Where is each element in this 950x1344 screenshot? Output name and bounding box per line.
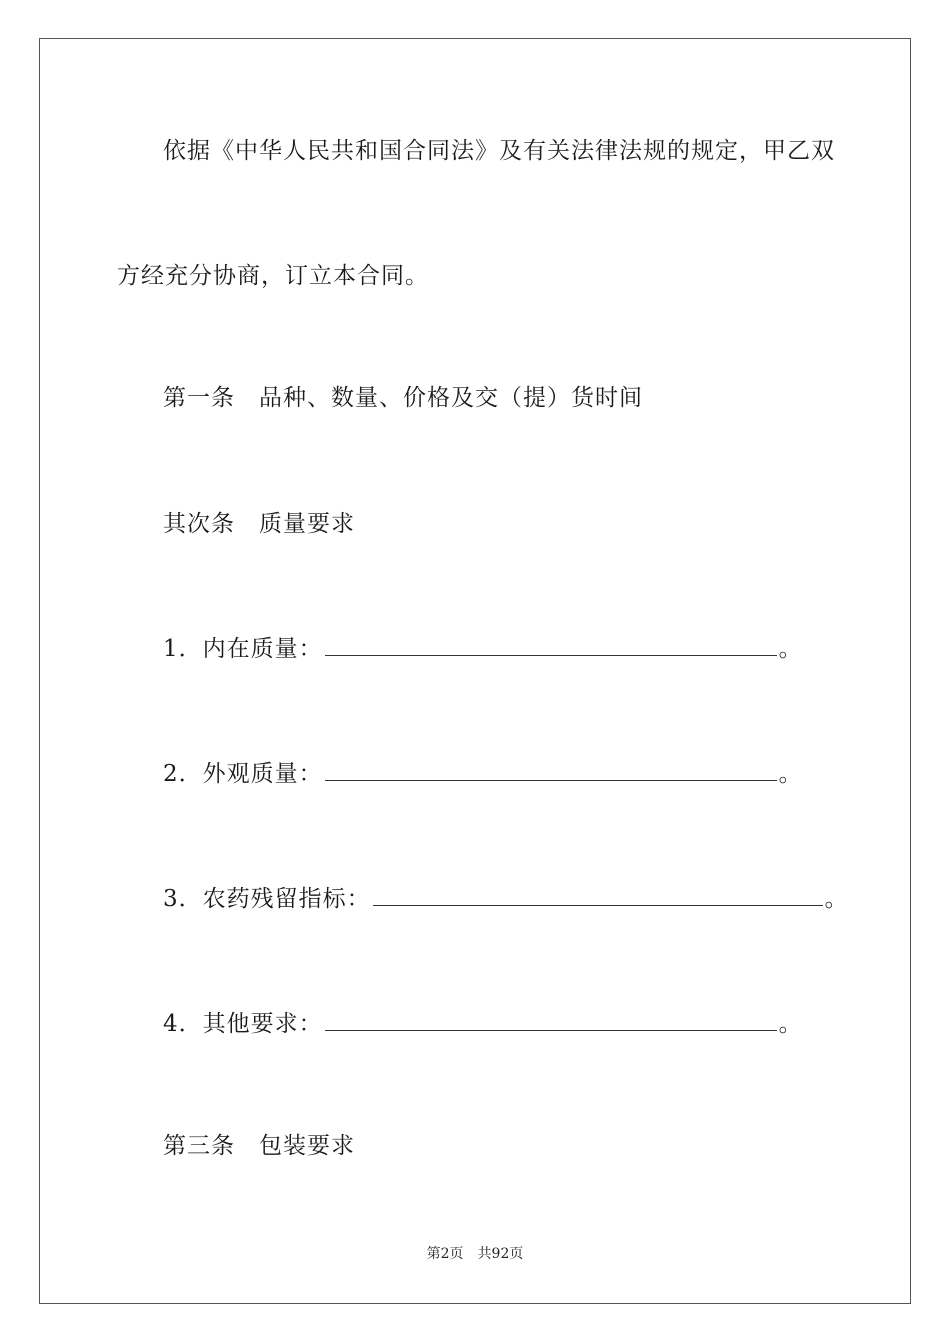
item-label: 4．其他要求： (163, 1011, 323, 1037)
article-3-heading: 第三条 包装要求 (163, 1133, 355, 1159)
item-label: 2．外观质量： (163, 761, 323, 787)
fill-blank-line (373, 887, 823, 906)
page-number-footer: 第2页 共92页 (426, 1246, 524, 1262)
item-pesticide-residue (163, 884, 849, 914)
item-appearance-quality (163, 759, 803, 789)
article-2-heading: 其次条 质量要求 (163, 511, 355, 537)
paragraph-line-1: 依据《中华人民共和国合同法》及有关法律法规的规定，甲乙双 (163, 138, 835, 164)
item-end: 。 (778, 1011, 803, 1037)
item-end: 。 (824, 886, 849, 912)
article-1-heading: 第一条 品种、数量、价格及交（提）货时间 (163, 385, 643, 411)
fill-blank-line (325, 637, 777, 656)
item-end: 。 (778, 636, 803, 662)
item-other-requirements (163, 1009, 803, 1039)
paragraph-line-2: 方经充分协商，订立本合同。 (117, 263, 429, 289)
fill-blank-line (325, 762, 777, 781)
item-label: 3．农药残留指标： (163, 886, 371, 912)
item-label: 1．内在质量： (163, 636, 323, 662)
page-border (39, 38, 911, 1304)
item-end: 。 (778, 761, 803, 787)
item-inner-quality (163, 634, 803, 664)
fill-blank-line (325, 1012, 777, 1031)
